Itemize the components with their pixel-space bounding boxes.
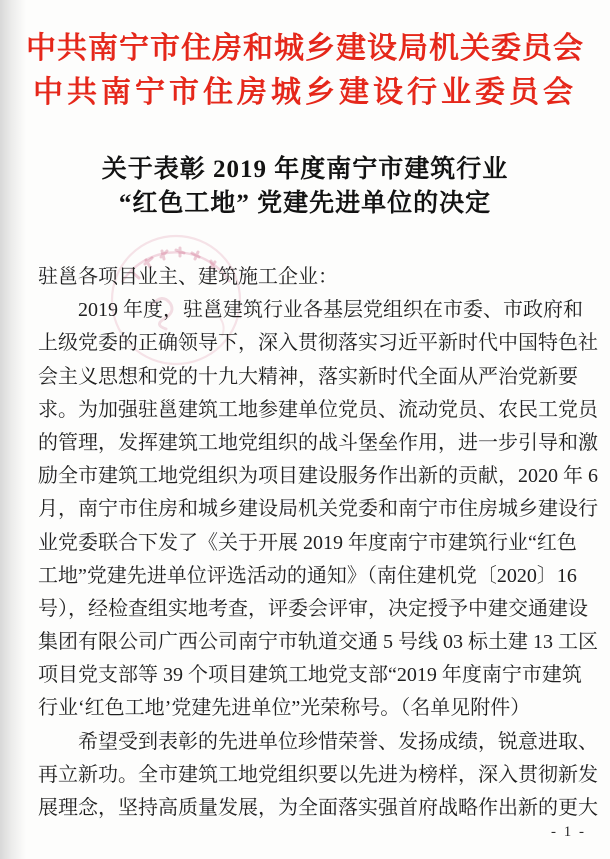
body-line: 集团有限公司广西公司南宁市轨道交通 5 号线 03 标土建 13 工区 [38, 631, 598, 654]
body-line: 上级党委的正确领导下，深入贯彻落实习近平新时代中国特色社 [38, 332, 598, 355]
body-line: 工地”党建先进单位评选活动的通知》（南住建机党〔2020〕16 [38, 564, 577, 587]
body-line: 2019 年度，驻邕建筑行业各基层党组织在市委、市政府和 [78, 299, 583, 322]
body-line: 会主义思想和党的十九大精神，落实新时代全面从严治党新要 [38, 365, 578, 388]
body-line: 业党委联合下发了《关于开展 2019 年度南宁市建筑行业“红色 [38, 531, 577, 554]
body-line: 展理念，坚持高质量发展，为全面落实强首府战略作出新的更大 [38, 797, 598, 819]
body-line: 行业‘红色工地’党建先进单位”光荣称号。（名单见附件） [38, 697, 531, 720]
body-text [38, 261, 598, 825]
body-line: 希望受到表彰的先进单位珍惜荣誉、发扬成绩，锐意进取、 [78, 730, 598, 753]
body-line: 励全市建筑工地党组织为项目建设服务作出新的贡献，2020 年 6 [38, 465, 598, 488]
body-line: 月，南宁市住房和城乡建设局机关党委和南宁市住房城乡建设行 [38, 498, 598, 521]
body-line-salutation: 驻邕各项目业主、建筑施工企业： [38, 266, 338, 288]
page-number: - 1 - [551, 824, 586, 840]
body-line: 再立新功。全市建筑工地党组织要以先进为榜样，深入贯彻新发 [38, 763, 598, 786]
title-line2: “红色工地” 党建先进单位的决定 [118, 190, 492, 217]
issuing-org-line2: 中共南宁市住房城乡建设行业委员会 [33, 76, 577, 109]
issuing-org-line1: 中共南宁市住房和城乡建设局机关委员会 [26, 32, 584, 65]
title-line1: 关于表彰 2019 年度南宁市建筑行业 [101, 156, 509, 183]
body-line: 的管理，发挥建筑工地党组织的战斗堡垒作用，进一步引导和激 [38, 431, 598, 454]
body-line: 项目党支部等 39 个项目建筑工地党支部“2019 年度南宁市建筑 [38, 664, 582, 687]
document-title [0, 153, 610, 221]
body-line: 求。为加强驻邕建筑工地参建单位党员、流动党员、农民工党员 [38, 398, 598, 421]
body-line: 号），经检查组实地考查，评委会评审，决定授予中建交通建设 [38, 597, 588, 620]
red-header [0, 27, 610, 115]
scan-edge-shadow [0, 0, 26, 859]
